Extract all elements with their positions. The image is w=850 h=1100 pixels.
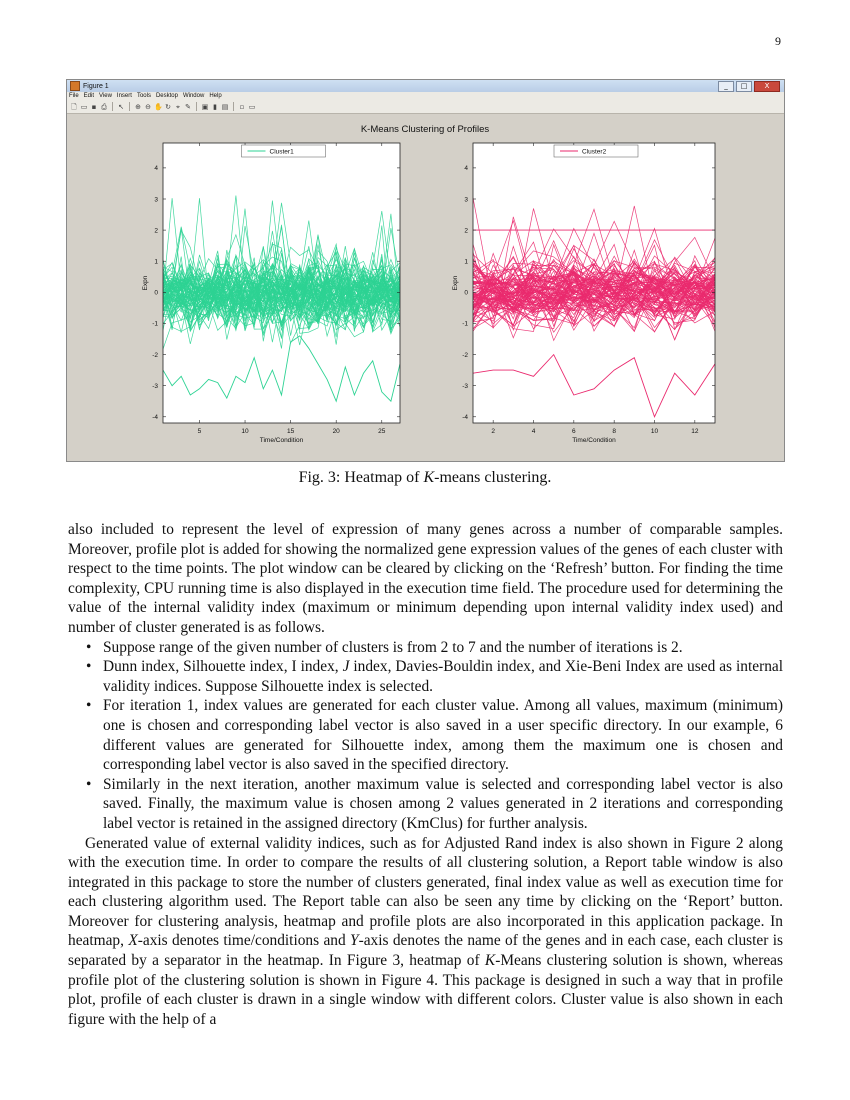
menu-desktop[interactable]: Desktop xyxy=(155,93,178,99)
y-tick-label: -3 xyxy=(152,382,158,390)
colorbar-icon[interactable]: ▮ xyxy=(213,102,217,111)
y-tick-label: -3 xyxy=(462,382,468,390)
y-axis-label: Expn xyxy=(142,275,149,291)
x-tick-label: 20 xyxy=(332,428,340,435)
x-tick-label: 2 xyxy=(491,428,495,435)
y-tick-label: -1 xyxy=(462,320,468,328)
x-tick-label: 12 xyxy=(691,428,699,435)
y-tick-label: 0 xyxy=(154,289,158,297)
menu-window[interactable]: Window xyxy=(182,93,205,99)
x-tick-label: 25 xyxy=(378,428,386,435)
datacursor-icon[interactable]: ⌖ xyxy=(176,102,180,111)
x-tick-label: 15 xyxy=(286,428,295,435)
y-axis-label: Expn xyxy=(452,275,459,291)
minimize-button[interactable]: _ xyxy=(718,81,734,92)
axes-panel-1 xyxy=(142,143,400,444)
x-axis-label: Time/Condition xyxy=(572,437,616,444)
open-icon[interactable]: ▭ xyxy=(80,102,88,111)
print-icon[interactable]: ⎙ xyxy=(101,102,107,111)
menu-file[interactable]: File xyxy=(69,93,79,99)
y-tick-label: -2 xyxy=(462,351,468,359)
menu-bar xyxy=(67,92,784,100)
x-tick-label: 8 xyxy=(612,428,616,435)
show-tools-icon[interactable]: ▭ xyxy=(248,102,256,111)
zoom-in-icon[interactable]: ⊕ xyxy=(135,102,141,111)
menu-view[interactable]: View xyxy=(99,93,112,99)
y-tick-label: 2 xyxy=(154,227,158,235)
y-tick-label: -1 xyxy=(152,320,158,328)
procedure-list xyxy=(68,638,783,834)
y-tick-label: 0 xyxy=(464,289,468,297)
y-tick-label: 3 xyxy=(464,196,468,204)
list-item: • Similarly in the next iteration, another maximum value is selected and corresponding label vector is also saved. Finally, the maximum value is chosen among 2 values generated in 2 iterations and corresponding label vector is retained in the assigned directory (KmClus) for further analysis. xyxy=(103,775,783,834)
y-tick-label: -4 xyxy=(152,414,158,422)
x-tick-label: 4 xyxy=(531,428,536,435)
x-tick-label: 10 xyxy=(650,428,659,435)
legend-icon[interactable]: ▤ xyxy=(221,102,229,111)
list-item: • Dunn index, Silhouette index, I index, J index, Davies-Bouldin index, and Xie-Beni Index are used as internal validity indices. Suppose Silhouette index is selected. xyxy=(103,657,783,696)
save-icon[interactable]: ▪ xyxy=(91,102,97,111)
zoom-out-icon[interactable]: ⊖ xyxy=(145,102,151,111)
new-file-icon[interactable]: 🗋 xyxy=(71,102,77,111)
brush-icon[interactable]: ✎ xyxy=(185,102,191,111)
x-tick-label: 6 xyxy=(572,428,576,435)
y-tick-label: 4 xyxy=(154,165,158,173)
y-tick-label: -4 xyxy=(462,414,468,422)
menu-insert[interactable]: Insert xyxy=(116,93,132,99)
pan-icon[interactable]: ✋ xyxy=(154,102,163,111)
y-tick-label: -2 xyxy=(152,351,158,359)
x-axis-label: Time/Condition xyxy=(259,437,304,444)
list-item: • For iteration 1, index values are generated for each cluster value. Among all values, maximum (minimum) one is chosen and corresponding label vector is also saved in a user specific directory. In our example, 6 different values are generated for Silhouette index, among them the maximum one is chosen and corresponding label vector is also saved in the specified directory. xyxy=(103,696,783,774)
chart-title: K-Means Clustering of Profiles xyxy=(360,124,490,135)
y-tick-label: 1 xyxy=(154,258,158,266)
matlab-figure-window xyxy=(66,79,785,462)
paragraph-1: also included to represent the level of expression of many genes across a number of comparable samples. Moreover, profile plot is added for showing the normalized gene expression values of the genes of each cluster with respect to the time points. The plot window can be cleared by clicking on the ‘Refresh’ button. For finding the time complexity, CPU running time is also displayed in the execution time field. The procedure used for determining the value of the internal validity index (maximum or minimum depending upon internal validity index used) and number of cluster generated is as follows. xyxy=(68,521,783,636)
hide-tools-icon[interactable]: ▫ xyxy=(239,102,245,111)
window-titlebar xyxy=(67,80,784,92)
link-icon[interactable]: ▣ xyxy=(201,102,209,111)
menu-tools[interactable]: Tools xyxy=(136,93,151,99)
legend-label: Cluster2 xyxy=(582,148,607,156)
rotate-icon[interactable]: ↻ xyxy=(165,102,171,111)
axes-panel-2 xyxy=(452,143,715,444)
maximize-button[interactable]: □ xyxy=(736,81,752,92)
y-tick-label: 2 xyxy=(464,227,468,235)
legend-label: Cluster1 xyxy=(269,148,294,156)
x-tick-label: 5 xyxy=(197,428,202,435)
y-tick-label: 4 xyxy=(464,165,468,173)
page-number: 9 xyxy=(775,34,781,48)
close-button[interactable]: X xyxy=(754,81,780,92)
list-item: • Suppose range of the given number of clusters is from 2 to 7 and the number of iterations is 2. xyxy=(103,638,783,658)
menu-help[interactable]: Help xyxy=(209,93,222,99)
menu-edit[interactable]: Edit xyxy=(83,93,95,99)
x-tick-label: 10 xyxy=(241,428,249,435)
y-tick-label: 3 xyxy=(154,196,158,204)
figure-toolbar xyxy=(67,100,784,114)
y-tick-label: 1 xyxy=(464,258,468,266)
paragraph-2: Generated value of external validity indices, such as for Adjusted Rand index is also shown in Figure 2 along with the execution time. In order to compare the results of all clustering solution, a Report table window is also integrated in this package to store the number of clusters generated, final index value as well as execution time for each clustering algorithm used. The Report table can also be seen any time by clicking on the ‘Report’ button. Moreover for clustering analysis, heatmap and profile plots are also incorporated in this application package. In heatmap, X-axis denotes time/conditions and Y-axis denotes the name of the genes and in each case, each cluster is separated by a separator in the heatmap. In Figure 3, heatmap of K-Means clustering solution is shown, whereas profile plot of the clustering solution is shown in Figure 4. This package is designed in such a way that in profile plot, profile of each cluster is drawn in a single window with different colors. Cluster value is also shown in each figure with the help of a xyxy=(68,834,783,1028)
body-text xyxy=(68,520,783,1029)
matlab-app-icon xyxy=(70,81,80,91)
profile-plots xyxy=(67,115,784,461)
pointer-icon[interactable]: ↖ xyxy=(118,102,124,111)
figure-caption: Fig. 3: Heatmap of K-means clustering. xyxy=(298,469,552,486)
window-title: Figure 1 xyxy=(83,82,109,90)
